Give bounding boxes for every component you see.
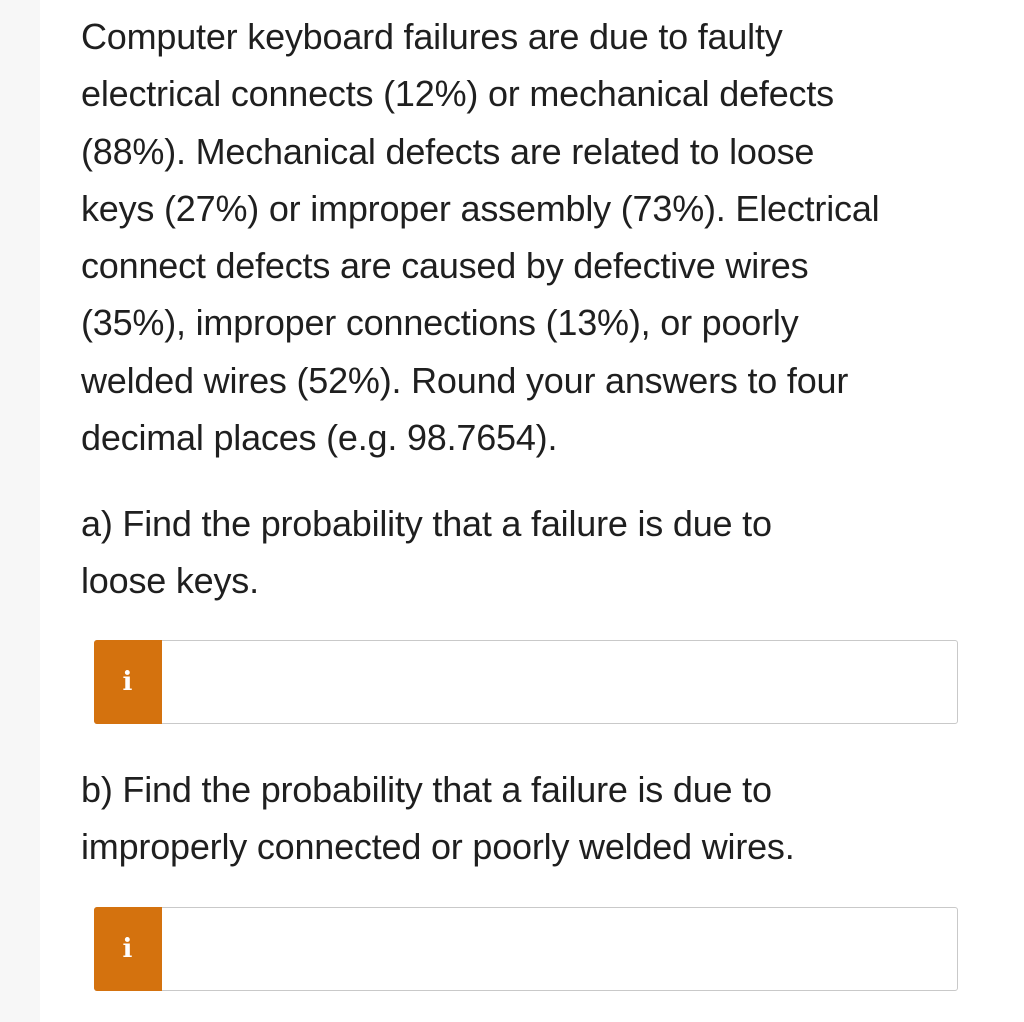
question-b-line: improperly connected or poorly welded wires. <box>81 826 795 868</box>
question-a-line: a) Find the probability that a failure is due to <box>81 503 772 544</box>
answer-b-input[interactable] <box>163 908 955 990</box>
problem-statement <box>81 8 981 466</box>
problem-line: connect defects are caused by defective wires <box>81 245 809 287</box>
question-a-line: loose keys. <box>81 560 259 602</box>
answer-b-field-group <box>94 907 958 991</box>
question-b-line: b) Find the probability that a failure is due to <box>81 769 772 810</box>
problem-line: electrical connects (12%) or mechanical defects <box>81 73 834 115</box>
problem-line: decimal places (e.g. 98.7654). <box>81 417 558 459</box>
problem-line: welded wires (52%). Round your answers to four <box>81 359 849 401</box>
info-icon-glyph: i <box>122 933 133 964</box>
answer-a-input[interactable] <box>163 641 955 723</box>
info-icon[interactable] <box>94 640 162 724</box>
question-a-prompt <box>81 495 981 610</box>
problem-line: keys (27%) or improper assembly (73%). Electrical <box>81 187 880 229</box>
info-icon-glyph: i <box>122 666 133 697</box>
problem-line: Computer keyboard failures are due to faulty <box>81 16 783 57</box>
question-b-prompt <box>81 761 981 876</box>
left-gutter <box>0 0 40 1022</box>
answer-a-field-group <box>94 640 958 724</box>
problem-line: (35%), improper connections (13%), or poorly <box>81 302 799 344</box>
problem-line: (88%). Mechanical defects are related to loose <box>81 130 815 172</box>
info-icon[interactable] <box>94 907 162 991</box>
question-content <box>81 8 981 868</box>
